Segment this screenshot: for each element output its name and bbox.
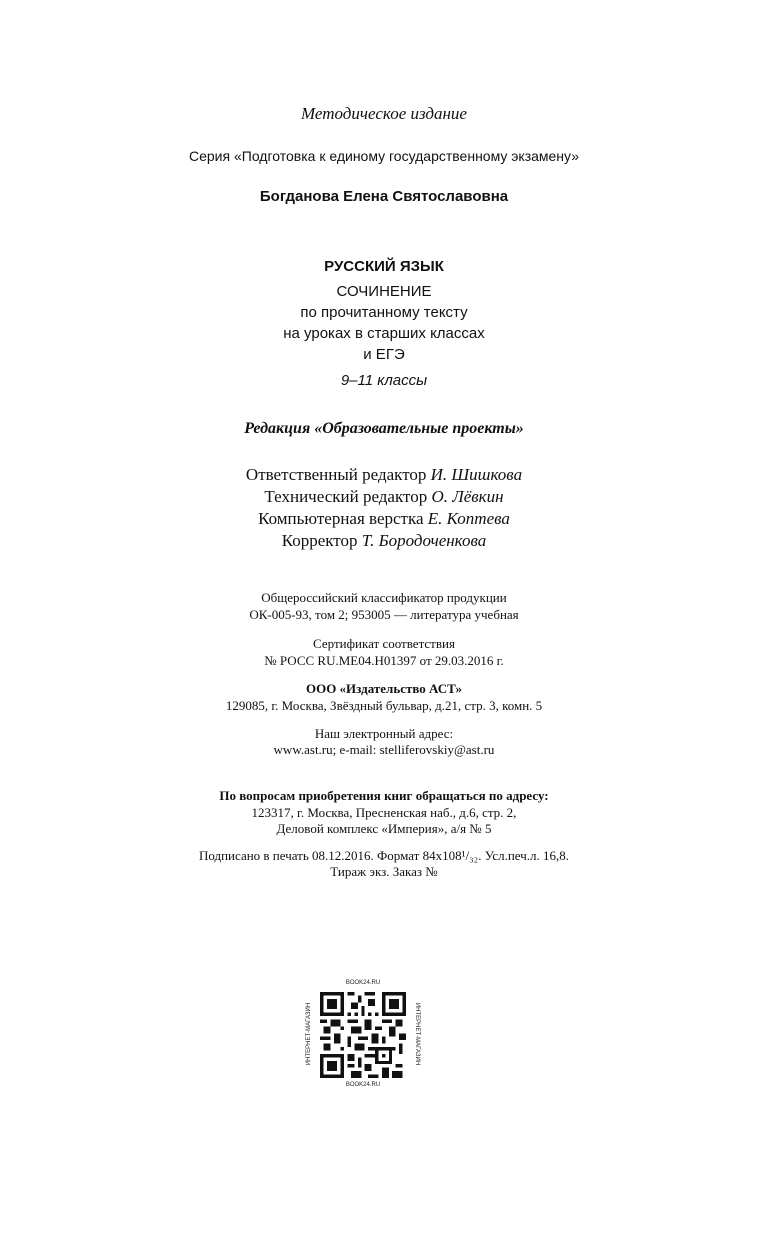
staff-line — [0, 532, 768, 549]
publisher-address: 129085, г. Москва, Звёздный бульвар, д.21, стр. 3, комн. 5 — [225, 698, 543, 713]
qr-block — [298, 980, 428, 1090]
editorial-office: Редакция «Образовательные проекты» — [244, 420, 524, 437]
staff-role: Компьютерная верстка — [258, 509, 424, 528]
subtitle-line: по прочитанному тексту — [300, 304, 468, 321]
staff-line — [0, 510, 768, 527]
subtitle-line: и ЕГЭ — [363, 346, 405, 363]
subtitle-line: СОЧИНЕНИЕ — [336, 283, 432, 300]
staff-line — [0, 466, 768, 483]
qr-bottom-label: BOOK24.RU — [345, 1082, 381, 1088]
grades: 9–11 классы — [340, 372, 428, 389]
edition-type: Методическое издание — [301, 104, 467, 123]
staff-role: Технический редактор — [264, 487, 428, 506]
publisher-name: ООО «Издательство АСТ» — [305, 681, 463, 696]
book-title: РУССКИЙ ЯЗЫК — [324, 258, 444, 275]
purchase-line: 123317, г. Москва, Пресненская наб., д.6, стр. 2, — [251, 805, 517, 820]
classifier-line: ОК-005-93, том 2; 953005 — литература учебная — [249, 607, 519, 622]
author-name: Богданова Елена Святославовна — [259, 188, 509, 205]
qr-side-label-left: ИНТЕРНЕТ-МАГАЗИН — [306, 1002, 312, 1066]
purchase-heading: По вопросам приобретения книг обращаться по адресу: — [219, 788, 549, 803]
qr-top-label: BOOK24.RU — [345, 980, 381, 986]
staff-name: Т. Бородоченкова — [361, 531, 487, 550]
staff-role: Ответственный редактор — [245, 465, 427, 484]
certificate-line: № РОСС RU.МЕ04.Н01397 от 29.03.2016 г. — [264, 653, 504, 668]
certificate-line: Сертификат соответствия — [313, 636, 455, 651]
staff-name: И. Шишкова — [430, 465, 523, 484]
print-line: Тираж экз. Заказ № — [330, 864, 438, 879]
email-line: www.ast.ru; e-mail: stelliferovskiy@ast.ru — [273, 742, 495, 757]
purchase-line: Деловой комплекс «Империя», а/я № 5 — [276, 821, 492, 836]
qr-code-icon — [320, 992, 406, 1078]
staff-name: О. Лёвкин — [431, 487, 504, 506]
staff-line — [0, 488, 768, 505]
email-heading: Наш электронный адрес: — [314, 726, 454, 741]
series-title: Серия «Подготовка к единому государственному экзамену» — [189, 148, 579, 164]
qr-side-label-right: ИНТЕРНЕТ-МАГАЗИН — [414, 1002, 420, 1066]
staff-role: Корректор — [281, 531, 358, 550]
subtitle-line: на уроках в старших классах — [283, 325, 485, 342]
print-line: Подписано в печать 08.12.2016. Формат 84x108¹/₃₂. Усл.печ.л. 16,8. — [198, 848, 570, 863]
staff-name: Е. Коптева — [427, 509, 510, 528]
classifier-line: Общероссийский классификатор продукции — [261, 590, 507, 605]
